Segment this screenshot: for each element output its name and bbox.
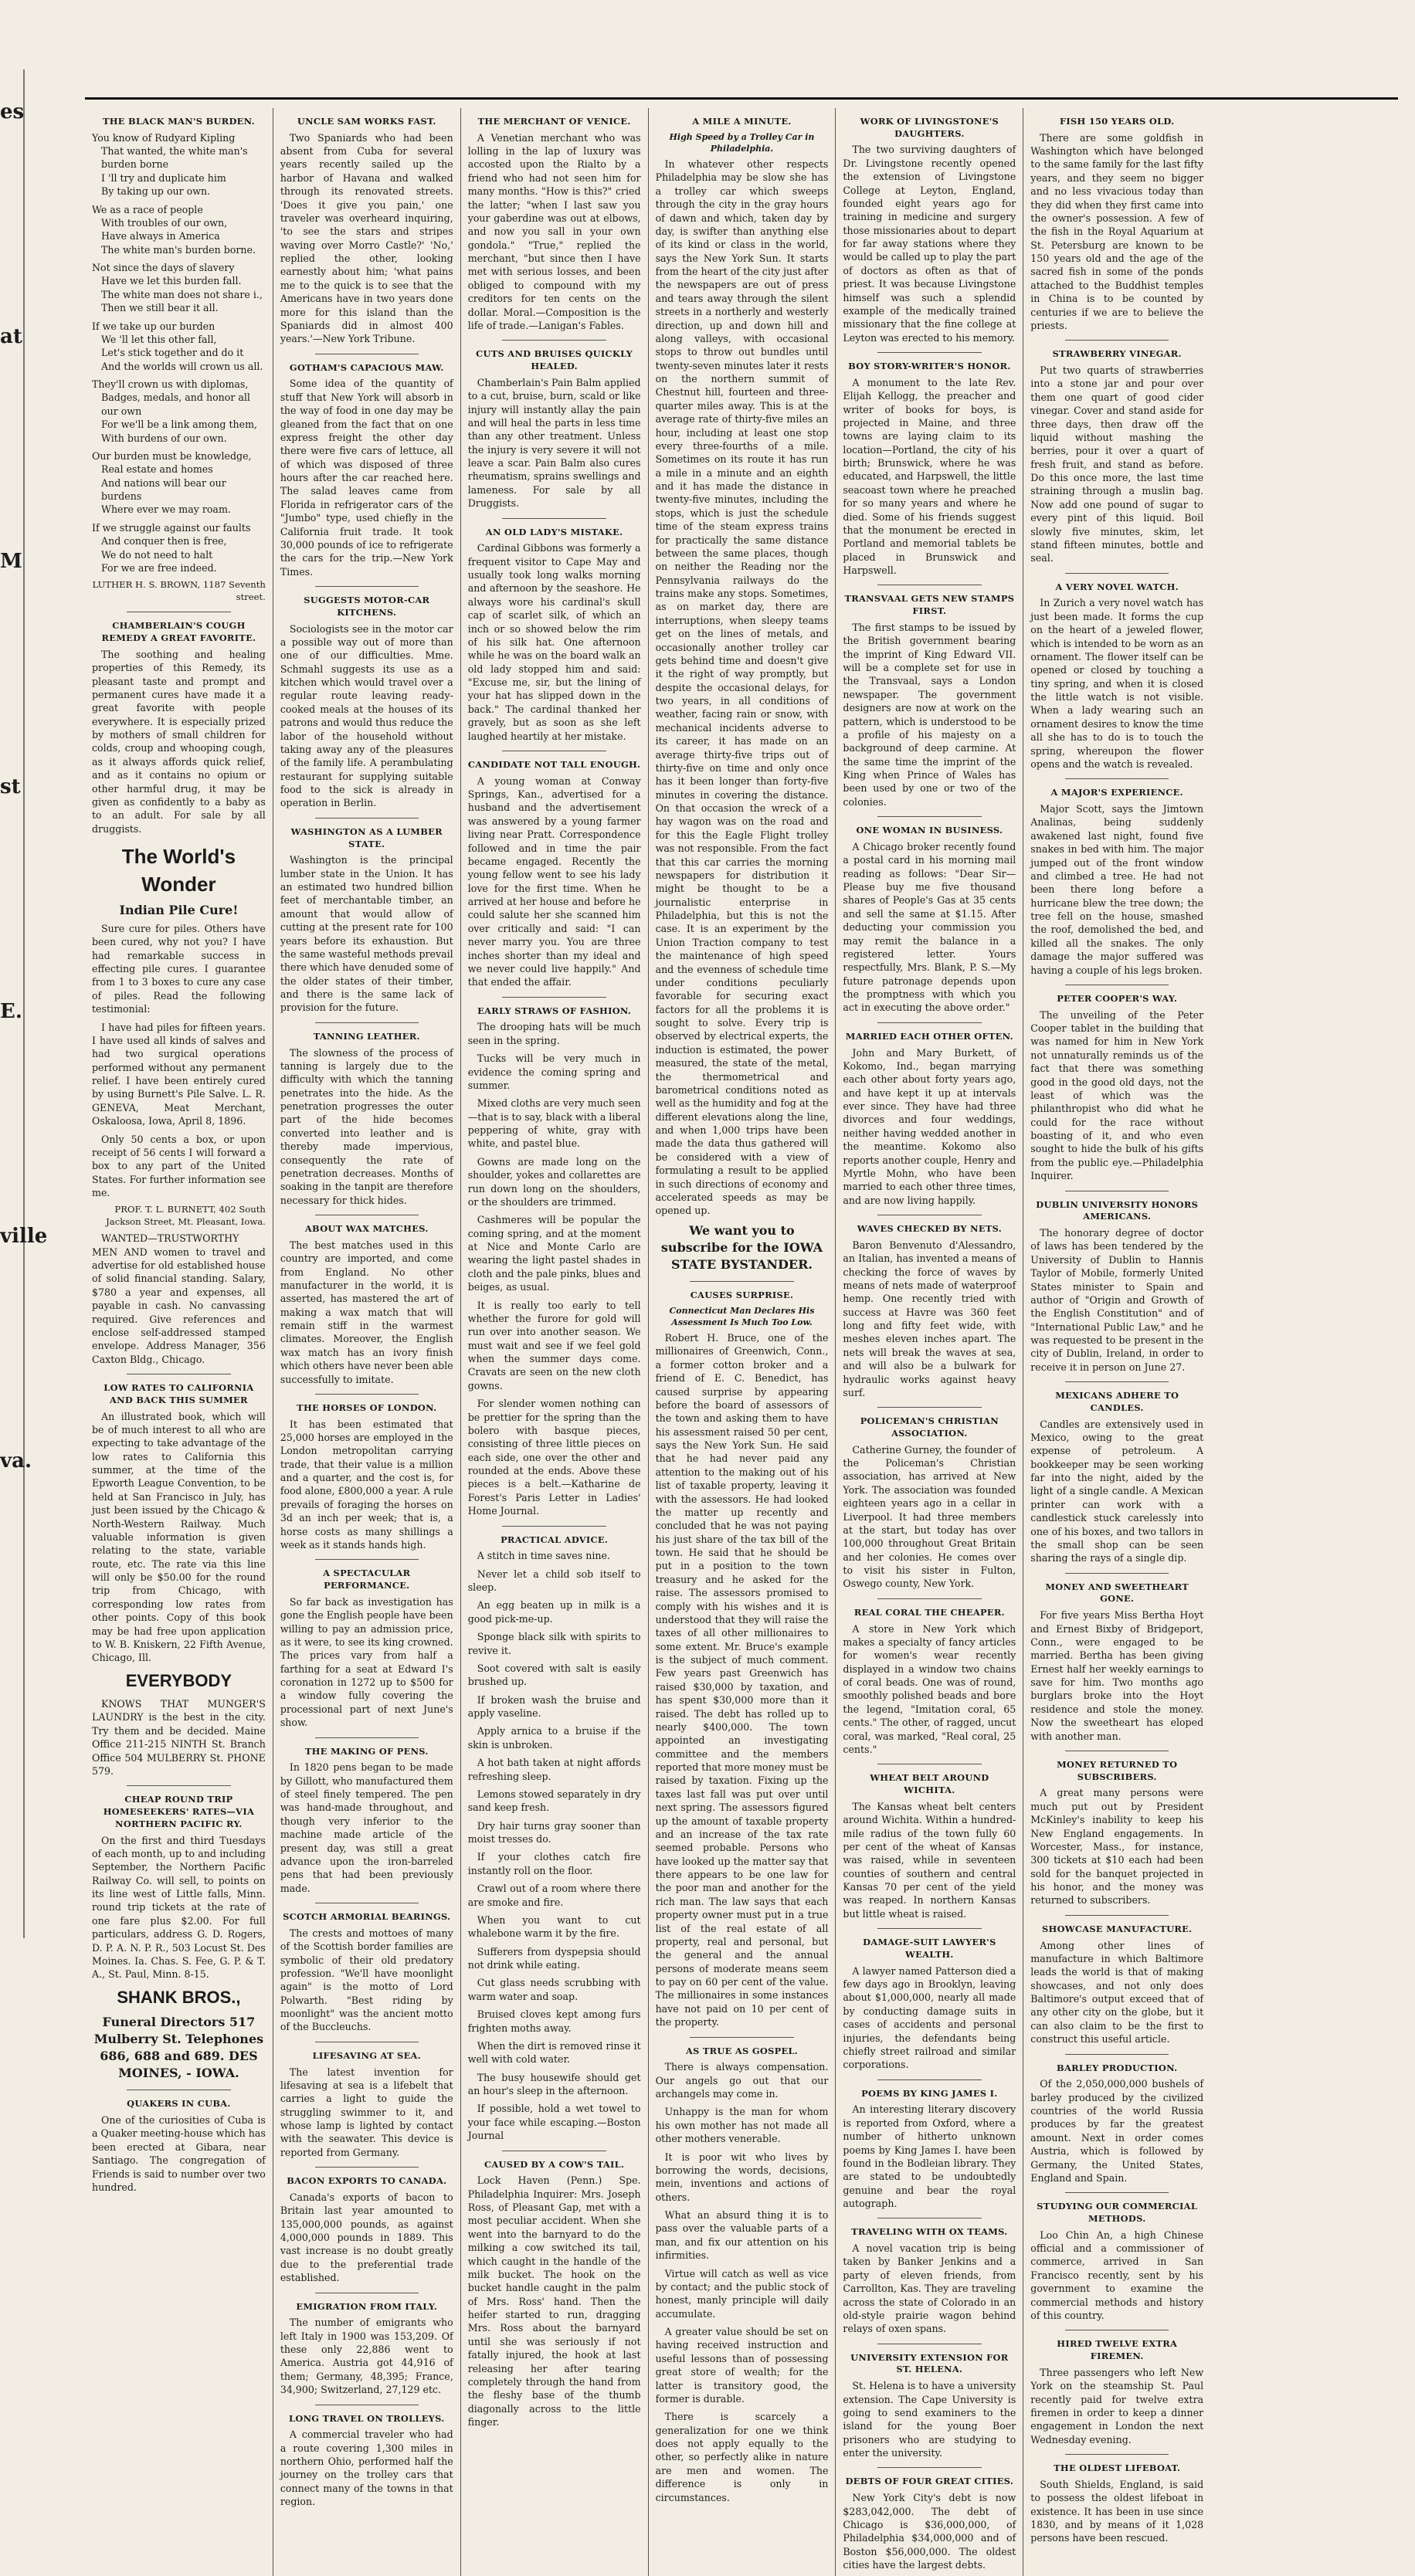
section-divider xyxy=(1065,573,1169,574)
article-paragraph: Of the 2,050,000,000 bushels of barley produced by the civilized countries of the world Russia produces by far the greatest amount. Next in order comes Austria, which is followed by Germany, the United States, England and Spain. xyxy=(1030,2078,1204,2184)
article-paragraph: Apply arnica to a bruise if the skin is unbroken. xyxy=(467,1725,641,1751)
article-paragraph: I have had piles for fifteen years. I have used all kinds of salves and had two surgical operations performed without any permanent relief. I have been entirely cured by using Burnett's Pile Salve. L. R. GENEVA, Meat Merchant, Oskaloosa, Iowa, April 8, 1896. xyxy=(92,1021,266,1127)
article-headline: LOW RATES TO CALIFORNIA AND BACK THIS SUMMER xyxy=(103,1382,254,1405)
article-paragraph: Robert H. Bruce, one of the millionaires of Greenwich, Conn., a former cotton broker and a friend of E. C. Benedict, has caused surprise by appearing before the board of assessors of the town and asking them to have his assessment raised 50 per cent, says the New York Sun. He said that he had never paid any attention to the making out of his list of taxable property, leaving it with the assessors. He had looked the matter up recently and concluded that he was not paying his just share of the tax bill of the town. He said that he should be put in a position to the town treasury and he asked for the raise. The assessors promised to comply with his wishes and it is understood that they will raise the taxes of all other millionaires to some extent. Mr. Bruce's example is the subject of much comment. Few years past Greenwich has raised $30,000 by taxation, and has spent $30,000 more than it raised. The debt has rolled up to nearly $400,000. The town appointed an investigating committee and the members reported that more money must be raised by taxation. Fixing up the taxes last fall was put over until next spring. The assessors figured up the amount of taxable property and an increase of the tax rate seemed probable. Persons who have looked up the matter say that there appears to be one law for the poor man and another for the rich man. The law says that each property owner must put in a true list of the real estate of all property, real and personal, but the general and the annual persons of moderate means seem to pay on 60 per cent of the value. The millionaires in some instances have not paid on 10 per cent of the property. xyxy=(655,1332,829,2029)
poem-line: Where ever we may roam. xyxy=(101,503,231,516)
poem-line: That wanted, the white man's burden borne xyxy=(101,145,248,171)
article-headline: SHOWCASE MANUFACTURE. xyxy=(1042,1923,1193,1934)
article-headline: EARLY STRAWS OF FASHION. xyxy=(477,1005,632,1016)
section-divider xyxy=(690,2037,793,2038)
advertisement-headline: The World's Wonder xyxy=(121,845,236,896)
section-divider xyxy=(877,1022,981,1023)
poem-line: With troubles of our own, xyxy=(101,216,228,229)
section-divider xyxy=(1065,778,1169,779)
section-divider xyxy=(1065,2054,1169,2055)
article-headline: MARRIED EACH OTHER OFTEN. xyxy=(845,1030,1013,1042)
poem-line: And nations will bear our burdens xyxy=(101,476,226,503)
article-paragraph: Three passengers who left New York on the steamship St. Paul recently paid for twelve extra firemen in order to keep a dinner engagement in London the next Wednesday evening. xyxy=(1030,2366,1204,2446)
section-divider xyxy=(877,1598,981,1599)
article-headline: DAMAGE-SUIT LAWYER'S WEALTH. xyxy=(863,1937,996,1960)
article-paragraph: St. Helena is to have a university extension. The Cape University is going to send examiners to the island for the young Boer prisoners who are studying to enter the university. xyxy=(843,2380,1016,2459)
article-headline: FISH 150 YEARS OLD. xyxy=(1059,116,1175,127)
article-paragraph: Only 50 cents a box, or upon receipt of 56 cents I will forward a box to any part of the United States. For further information see me. xyxy=(92,1133,266,1198)
section-divider xyxy=(502,518,606,519)
left-margin-fragment xyxy=(0,69,48,1938)
article-paragraph: It is really too early to tell whether the furore for gold will run over into another season. We must wait and see if we feel gold when the summer days come. Cravats are seen on the new cloth gowns. xyxy=(467,1299,641,1391)
article-headline: GOTHAM'S CAPACIOUS MAW. xyxy=(289,361,444,373)
poem xyxy=(92,131,266,575)
article-paragraph: Crawl out of a room where there are smoke and fire. xyxy=(467,1883,641,1908)
poem-line: If we take up our burden xyxy=(92,320,215,332)
column-col2 xyxy=(273,108,460,2576)
poem-line: And the worlds will crown us all. xyxy=(101,360,263,372)
article-paragraph: A lawyer named Patterson died a few days ago in Brooklyn, leaving about $1,000,000, nearly all made by conducting damage suits in cases of accidents and personal injuries, the defendants being chiefly street railroad and similar corporations. xyxy=(843,1964,1016,2071)
article-headline: A MAJOR'S EXPERIENCE. xyxy=(1050,787,1183,798)
article-paragraph: Lemons stowed separately in dry sand keep fresh. xyxy=(467,1788,641,1814)
article-paragraph: Catherine Gurney, the founder of the Policeman's Christian association, has arrived at New York. The association was founded eighteen years ago in a cellar in Liverpool. It had three members at the start, but today has over 100,000 throughout Great Britain and her colonies. He comes over to visit his sister in Fulton, Oswego county, New York. xyxy=(843,1443,1016,1590)
article-headline: WORK OF LIVINGSTONE'S DAUGHTERS. xyxy=(860,116,999,139)
poem-line: They'll crown us with diplomas, xyxy=(92,378,249,391)
section-divider xyxy=(1065,2454,1169,2455)
poem-line: With burdens of our own. xyxy=(101,432,227,444)
article-headline: AS TRUE AS GOSPEL. xyxy=(685,2045,799,2056)
poem-line: Not since the days of slavery xyxy=(92,262,235,274)
article-headline: PETER COOPER'S WAY. xyxy=(1057,992,1178,1004)
article-headline: TRANSVAAL GETS NEW STAMPS FIRST. xyxy=(844,593,1015,617)
article-paragraph: There are some goldfish in Washington which have belonged to the same family for the last fifty years, and they seem no bigger and no less vivacious today than they did when they first came into the owner's possession. A few of the fish in the Royal Aquarium at St. Petersburg are known to be 150 years old and the age of the sacred fish in some of the ponds attached to the Buddhist temples in China is to be counted by centuries if we are to believe the priests. xyxy=(1030,131,1204,331)
article-headline: STUDYING OUR COMMERCIAL METHODS. xyxy=(1037,2201,1198,2224)
article-paragraph: When you want to cut whalebone warm it by the fire. xyxy=(467,1913,641,1940)
margin-fragment: at xyxy=(0,325,22,349)
article-paragraph: Dry hair turns gray sooner than moist tresses do. xyxy=(467,1819,641,1846)
article-paragraph: A Venetian merchant who was lolling in the lap of luxury was accosted upon the Rialto by a friend who had not seen him for many months. "How is this?" cried the latter; "when I last saw you your gaberdine was out at elbows, and now you sall in your own gondola." "True," replied the merchant, "but since then I have met with serious losses, and been obliged to compound with my creditors for ten cents on the dollar. Moral.—Composition is the life of trade.—Lanigan's Fables. xyxy=(467,131,641,331)
poem-line: If we struggle against our faults xyxy=(92,521,251,534)
section-divider xyxy=(502,340,606,341)
article-paragraph: It is poor wit who lives by borrowing the words, decisions, mein, inventions and actions of others. xyxy=(655,2151,829,2203)
article-paragraph: It has been estimated that 25,000 horses are employed in the London metropolitan carrying trade, that their value is a million and a quarter, and the cost is, for food alone, £800,000 a year. A rule prevails of foraging the horses on 3d an inch per week; that is, a horse costs as many shillings a week as it stands hands high. xyxy=(280,1418,453,1551)
article-paragraph: For five years Miss Bertha Hoyt and Ernest Bixby of Bridgeport, Conn., were engaged to be married. Bertha has been giving Ernest half her weekly earnings to save for him. Two months ago burglars broke into the Hoyt residence and stole the money. Now the sweetheart has eloped with another man. xyxy=(1030,1609,1204,1742)
article-paragraph: The crests and mottoes of many of the Scottish border families are symbolic of their old predatory profession. "We'll have moonlight again" is the motto of Lord Polwarth. "Best riding by moonlight" was the ancient motto of the Buccleuchs. xyxy=(280,1927,453,2033)
article-headline: UNIVERSITY EXTENSION FOR ST. HELENA. xyxy=(850,2351,1009,2375)
section-divider xyxy=(1065,340,1169,341)
article-paragraph: The Kansas wheat belt centers around Wichita. Within a hundred-mile radius of the town fully 60 per cent of the wheat of Kansas was raised, while in seventeen counties of southern and central Kansas 70 per cent of the yield was reaped. In northern Kansas but little wheat is raised. xyxy=(843,1800,1016,1920)
article-headline: CHEAP ROUND TRIP HOMESEEKERS' RATES—VIA NORTHERN PACIFIC RY. xyxy=(103,1794,255,1829)
article-subheadline: High Speed by a Trolley Car in Philadelphia. xyxy=(669,131,815,154)
section-divider xyxy=(1065,1381,1169,1382)
article-paragraph: A young woman at Conway Springs, Kan., advertised for a husband and the advertisement was answered by a young farmer living near Pratt. Correspondence followed and in time the pair became engaged. Recently the young fellow went to see his lady love for the first time. When he arrived at her house and before he could salute her she scanned him over critically and said: "I can never marry you. You are three inches shorter than my ideal and we never could live happily." And that ended the affair. xyxy=(467,774,641,988)
section-divider xyxy=(315,2167,419,2168)
poem-line: The white man does not share i., xyxy=(101,288,263,300)
poem-line: Let's stick together and do it xyxy=(101,347,244,359)
article-headline: LONG TRAVEL ON TROLLEYS. xyxy=(289,2412,445,2424)
article-headline: THE OLDEST LIFEBOAT. xyxy=(1054,2462,1181,2474)
article-paragraph: Cardinal Gibbons was formerly a frequent visitor to Cape May and usually took long walks morning and afternoon by the seashore. He always wore his cardinal's skull cap of scarlet silk, of which an inch or so showed below the rim of his silk hat. One afternoon while he was on the board walk an old lady stopped him and said: "Excuse me, sir, but the lining of your hat has slipped down in the back." The cardinal thanked her gravely, but as soon as she left laughed heartily at her mistake. xyxy=(467,542,641,742)
article-paragraph: Soot covered with salt is easily brushed up. xyxy=(467,1662,641,1688)
article-headline: UNCLE SAM WORKS FAST. xyxy=(297,116,436,127)
article-paragraph: The unveiling of the Peter Cooper tablet in the building that was named for him in New York not unnaturally reminds us of the fact that there was something good in the good old days, not the least of which was the philanthropist who did what he could for the race without boasting of it, and who even sought to hide the bulk of his gifts from the public eye.—Philadelphia Inquirer. xyxy=(1030,1008,1204,1182)
article-paragraph: A hot bath taken at night affords refreshing sleep. xyxy=(467,1757,641,1782)
article-headline: THE MAKING OF PENS. xyxy=(304,1745,429,1757)
column-col4 xyxy=(648,108,836,2576)
article-paragraph: A greater value should be set on having received instruction and useful lessons than of possessing great store of wealth; for the latter is transitory good, the former is durable. xyxy=(655,2326,829,2405)
article-paragraph: In 1820 pens began to be made by Gillott, who manufactured them of steel finely tempered. The pen was hand-made throughout, and though very inferior to the machine made article of the present day, was still a great advance upon the iron-barreled pens that had been previously made. xyxy=(280,1761,453,1894)
article-paragraph: Washington is the principal lumber state in the Union. It has an estimated two hundred billion feet of merchantable timber, an amount that would allow of cutting at the present rate for 100 years before its exhaustion. But the same wasteful methods prevail there which have denuded some of the older states of their timber, and there is the same lack of provision for the future. xyxy=(280,854,453,1014)
article-headline: CUTS AND BRUISES QUICKLY HEALED. xyxy=(476,348,633,372)
article-paragraph: A novel vacation trip is being taken by Banker Jenkins and a party of eleven friends, from Carrollton, Kas. They are traveling across the state of Colorado in an old-style prairie wagon behind relays of oxen spans. xyxy=(843,2242,1016,2335)
article-headline: STRAWBERRY VINEGAR. xyxy=(1052,348,1182,360)
article-headline: CAUSED BY A COW'S TAIL. xyxy=(484,2158,625,2170)
advertisement-text: We want you to subscribe for the IOWA STATE BYSTANDER. xyxy=(660,1222,823,1272)
article-paragraph: Mixed cloths are very much seen—that is to say, black with a liberal peppering of white, gray with white, and pastel blue. xyxy=(467,1097,641,1150)
article-headline: SCOTCH ARMORIAL BEARINGS. xyxy=(283,1911,451,1923)
article-paragraph: New York City's debt is now $283,042,000. The debt of Chicago is $36,000,000, of Philadelphia $34,000,000 and of Boston $56,000,000. The oldest cities have the largest debts. xyxy=(843,2492,1016,2571)
article-paragraph: Among other lines of manufacture in which Baltimore leads the world is that of making showcases, and not only does Baltimore's output exceed that of any other city on the globe, but it can also claim to be the first to construct this useful article. xyxy=(1030,1939,1204,2046)
article-paragraph: A monument to the late Rev. Elijah Kellogg, the preacher and writer of books for boys, is projected in Maine, and three towns are laying claim to its location—Portland, the city of his birth; Brunswick, where he was educated, and Harpswell, the little seacoast town where he preached for so many years and where he died. Some of his friends suggest that the monument be erected in Portland and memorial tablets be placed in Brunswick and Harpswell. xyxy=(843,376,1016,577)
article-paragraph: For slender women nothing can be prettier for the spring than the bolero with basque pieces, consisting of three little pieces on each side, one over the other and rounded at the ends. Above these pieces is a belt.—Katharine de Forest's Paris Letter in Ladies' Home Journal. xyxy=(467,1398,641,1517)
signature-line: LUTHER H. S. BROWN, 1187 Seventh street. xyxy=(92,579,266,603)
article-paragraph: A store in New York which makes a specialty of fancy articles for women's wear recently displayed in a window two chains of coral beads. One was of round, smoothly polished beads and bore the legend, "Imitation coral, 65 cents." The other, of ragged, uncut coral, was marked, "Real coral, 25 cents." xyxy=(843,1622,1016,1755)
article-paragraph: Baron Benvenuto d'Alessandro, an Italian, has invented a means of checking the force of waves by means of nets made of waterproof hemp. One recently tried with success at Havre was 360 feet long and fifty feet wide, with meshes eleven inches apart. The nets will break the waves at sea, and will also be a bulwark for hydraulic works against heavy surf. xyxy=(843,1239,1016,1398)
article-headline: BACON EXPORTS TO CANADA. xyxy=(287,2175,447,2187)
section-divider xyxy=(877,1928,981,1929)
article-headline: MEXICANS ADHERE TO CANDLES. xyxy=(1055,1390,1179,1413)
poem-line: You know of Rudyard Kipling xyxy=(92,131,236,144)
article-headline: THE HORSES OF LONDON. xyxy=(297,1402,437,1413)
article-paragraph: If possible, hold a wet towel to your face while escaping.—Boston Journal xyxy=(467,2103,641,2142)
column-col3 xyxy=(460,108,648,2576)
article-paragraph: Some idea of the quantity of stuff that New York will absorb in the way of food in one day may be gleaned from the fact that on one express freight the other day there were five cars of lettuce, all of which was disposed of three hours after the car reached here. The salad leaves came from Florida in refrigerator cars of the "Jumbo" type, used chiefly in the California fruit trade. It took 30,000 pounds of ice to refrigerate the cars for the trip.—New York Times. xyxy=(280,378,453,578)
column-col5 xyxy=(835,108,1023,2576)
section-divider xyxy=(502,1526,606,1527)
margin-fragment: ville xyxy=(0,1224,48,1248)
poem-line: Our burden must be knowledge, xyxy=(92,449,252,462)
poem-line: The white man's burden borne. xyxy=(101,243,256,256)
article-paragraph: The best matches used in this country are imported, and come from England. No other manufacturer in the world, it is asserted, has mastered the art of making a wax match that will remain stiff in the warmest climates. Moreover, the English wax match has an ivory finish which others have never been able successfully to imitate. xyxy=(280,1239,453,1385)
poem-line: We do not need to halt xyxy=(101,548,213,561)
article-headline: POEMS BY KING JAMES I. xyxy=(861,2087,998,2099)
article-headline: CANDIDATE NOT TALL ENOUGH. xyxy=(467,758,641,770)
article-paragraph: The slowness of the process of tanning is largely due to the difficulty with which the tanning penetrates into the hide. As the penetration progresses the outer part of the hide becomes converted into leather and is thereby made impervious, consequently the rate of penetration decreases. Months of soaking in the tanpit are therefore necessary for thick hides. xyxy=(280,1046,453,1206)
article-headline: MONEY AND SWEETHEART GONE. xyxy=(1045,1581,1189,1605)
poem-line: Badges, medals, and honor all our own xyxy=(101,391,250,417)
section-divider xyxy=(1065,1573,1169,1574)
margin-fragment: va. xyxy=(0,1449,32,1473)
article-paragraph: Loo Chin An, a high Chinese official and a commissioner of commerce, arrived in San Francisco recently, sent by his government to examine the commercial methods and history of this country. xyxy=(1030,2229,1204,2321)
article-paragraph: Cashmeres will be popular the coming spring, and at the moment at Nice and Monte Carlo are wearing the light pastel shades in cloth and the pale pinks, blues and beiges, as usual. xyxy=(467,1214,641,1293)
margin-fragment: es xyxy=(0,100,25,124)
article-headline: CHAMBERLAIN'S COUGH REMEDY A GREAT FAVORITE. xyxy=(101,620,256,644)
article-paragraph: Put two quarts of strawberries into a stone jar and pour over them one quart of good cider vinegar. Cover and stand aside for three days, then draw off the liquid without mashing the berries, pour it over a quart of fresh fruit, and stand as before. Do this once more, the last time straining through a muslin bag. Now add one pound of sugar to every pint of this liquid. Boil slowly five minutes, skim, let stand fifteen minutes, bottle and seal. xyxy=(1030,364,1204,564)
article-paragraph: Cut glass needs scrubbing with warm water and soap. xyxy=(467,1977,641,2002)
article-headline: MONEY RETURNED TO SUBSCRIBERS. xyxy=(1057,1758,1178,1782)
article-paragraph: Tucks will be very much in evidence the coming spring and summer. xyxy=(467,1052,641,1091)
article-headline: DEBTS OF FOUR GREAT CITIES. xyxy=(845,2476,1014,2487)
section-divider xyxy=(315,1022,419,1023)
poem-line: Have we let this burden fall. xyxy=(101,275,242,287)
article-paragraph: Canada's exports of bacon to Britain last year amounted to 135,000,000 pounds, as against 4,000,000 pounds in 1889. This vast increase is no doubt greatly due to the preferential trade established. xyxy=(280,2191,453,2284)
poem-line: Real estate and homes xyxy=(101,463,213,476)
advertisement-text: Indian Pile Cure! xyxy=(119,902,239,917)
article-headline: THE MERCHANT OF VENICE. xyxy=(477,116,631,127)
article-headline: QUAKERS IN CUBA. xyxy=(127,2098,231,2110)
section-divider xyxy=(877,2467,981,2468)
article-headline: DUBLIN UNIVERSITY HONORS AMERICANS. xyxy=(1036,1198,1199,1222)
margin-fragment: E. xyxy=(0,999,22,1023)
article-paragraph: Sponge black silk with spirits to revive it. xyxy=(467,1631,641,1656)
article-paragraph: Lock Haven (Penn.) Spe. Philadelphia Inquirer: Mrs. Joseph Ross, of Pleasant Gap, met with a most peculiar accident. When she went into the barnyard to do the milking a cow switched its tail, which caught in the handle of the milk bucket. The hook on the bucket handle caught in the palm of Mrs. Ross' hand. Then the heifer started to run, dragging Mrs. Ross about the barnyard until she was seriously if not fatally injured, the hook at last releasing her after tearing completely through the hand from the fleshy base of the thumb diagonally across to the little finger. xyxy=(467,2174,641,2428)
article-paragraph: If your clothes catch fire instantly roll on the floor. xyxy=(467,1851,641,1876)
article-paragraph: There is always compensation. Our angels go out that our archangels may come in. xyxy=(655,2061,829,2100)
poem-line: Have always in America xyxy=(101,230,220,242)
article-paragraph: Two Spaniards who had been absent from Cuba for several years recently sailed up the harbor of Havana and walked through its renovated streets. 'Does it give you pain,' one traveler was overheard inquiring, 'to see the stars and stripes waving over Morro Castle?' 'No,' replied the other, looking earnestly about him; 'what pains me to the quick is to see that the Americans have in two years done more for this island than the Spaniards did in almost 400 years.'—New York Tribune. xyxy=(280,131,453,345)
article-paragraph: An egg beaten up in milk is a good pick-me-up. xyxy=(467,1599,641,1625)
article-headline: POLICEMAN'S CHRISTIAN ASSOCIATION. xyxy=(860,1415,999,1439)
article-headline: SUGGESTS MOTOR-CAR KITCHENS. xyxy=(304,595,430,618)
poem-line: I 'll try and duplicate him xyxy=(101,171,226,184)
section-divider xyxy=(315,1559,419,1560)
section-divider xyxy=(690,1281,793,1282)
section-divider xyxy=(315,1737,419,1738)
poem-line: By taking up our own. xyxy=(101,185,211,198)
article-headline: A VERY NOVEL WATCH. xyxy=(1055,581,1179,592)
article-subheadline: Connecticut Man Declares His Assessment Is Much Too Low. xyxy=(669,1305,815,1327)
article-paragraph: An illustrated book, which will be of much interest to all who are expecting to take advantage of the low rates to California this summer, at the time of the Epworth League Convention, to be held at San Francisco in July, has just been issued by the Chicago & North-Western Railway. Much valuable information is given relating to the state, variable route, etc. The rate via this line will only be $50.00 for the round trip from Chicago, with corresponding low rates from other points. Copy of this book may be had free upon application to W. B. Kniskern, 22 Fifth Avenue, Chicago, Ill. xyxy=(92,1410,266,1664)
article-paragraph: If broken wash the bruise and apply vaseline. xyxy=(467,1693,641,1720)
section-divider xyxy=(1065,1915,1169,1916)
article-headline: TANNING LEATHER. xyxy=(313,1030,420,1042)
poem-line: And conquer then is free, xyxy=(101,535,227,547)
article-headline: REAL CORAL THE CHEAPER. xyxy=(853,1606,1005,1618)
column-col6 xyxy=(1023,108,1210,2576)
article-paragraph: South Shields, England, is said to possess the oldest lifeboat in existence. It has been in use since 1830, and by means of it 1,028 persons have been rescued. xyxy=(1030,2478,1204,2544)
section-divider xyxy=(315,818,419,819)
article-headline: A MILE A MINUTE. xyxy=(692,116,792,127)
article-paragraph: John and Mary Burkett, of Kokomo, Ind., began marrying each other about forty years ago, and have kept it up at intervals ever since. They have had three divorces and four weddings, neither having wedded another in the meantime. Kokomo also reports another couple, Henry and Myrtle Mohn, who have been married to each other three times, and are now living happily. xyxy=(843,1046,1016,1206)
article-paragraph: When the dirt is removed rinse it well with cold water. xyxy=(467,2039,641,2066)
article-paragraph: The latest invention for lifesaving at sea is a lifebelt that carries a light to guide the struggling swimmer to it, and whose lamp is lighted by contact with the seawater. This device is reported from Germany. xyxy=(280,2066,453,2158)
advertisement-headline: SHANK BROS., xyxy=(117,1987,241,2007)
article-headline: THE BLACK MAN'S BURDEN. xyxy=(102,116,255,127)
article-paragraph: Major Scott, says the Jimtown Analinas, being suddenly awakened last night, found five snakes in bed with him. The major jumped out of the front window and climbed a tree. He had not been there long before a hurricane blew the tree down; the tree fell on the house, smashed the roof, demolished the bed, and killed all the snakes. The only damage the major suffered was having a couple of his legs broken. xyxy=(1030,803,1204,976)
article-paragraph: So far back as investigation has gone the English people have been willing to pay an admission price, as it were, to see its king crowned. The prices vary from half a farthing for a seat at Edward I's coronation in 1272 up to $500 for a window fully covering the processional part of next June's show. xyxy=(280,1595,453,1729)
article-headline: WHEAT BELT AROUND WICHITA. xyxy=(870,1772,989,1796)
poem-line: Then we still bear it all. xyxy=(101,302,219,314)
section-divider xyxy=(315,586,419,587)
article-paragraph: The busy housewife should get an hour's sleep in the afternoon. xyxy=(467,2071,641,2097)
section-divider xyxy=(877,1407,981,1408)
top-rule xyxy=(85,97,1398,100)
article-paragraph: On the first and third Tuesdays of each month, up to and including September, the Northern Pacific Railway Co. will sell, to points on its line west of Little falls, Minn. round trip tickets at the rate of one fare plus $2.00. For full particulars, address G. D. Rogers, D. P. A. N. P. R., 503 Locust St. Des Moines. Ia. Chas. S. Fee, G. P. & T. A., St. Paul, Minn. 8-15. xyxy=(92,1834,266,1981)
section-divider xyxy=(877,2079,981,2080)
signature-line: PROF. T. L. BURNETT, 402 South Jackson Street, Mt. Pleasant, Iowa. xyxy=(106,1204,266,1228)
article-headline: CAUSES SURPRISE. xyxy=(690,1289,794,1300)
article-paragraph: The two surviving daughters of Dr. Livingstone recently opened the extension of Livingstone College at Leyton, England, founded eight years ago for training in medicine and surgery those missionaries about to depart for far away stations where they would be called up to play the part of doctors as often as that of priest. It was because Livingstone himself was such a splendid example of the medically trained missionary that the fine college at Leyton was erected to his memory. xyxy=(843,144,1016,344)
article-headline: PRACTICAL ADVICE. xyxy=(501,1534,609,1545)
article-paragraph: Gowns are made long on the shoulder, yokes and collarettes are run down long on the shoulders, or the shoulders are trimmed. xyxy=(467,1155,641,1208)
article-headline: ONE WOMAN IN BUSINESS. xyxy=(856,825,1003,836)
article-headline: LIFESAVING AT SEA. xyxy=(312,2049,421,2061)
article-paragraph: Sure cure for piles. Others have been cured, why not you? I have had remarkable success in effecting pile cures. I guarantee from 1 to 3 boxes to cure any case of piles. Read the following testimonial: xyxy=(92,922,266,1015)
article-paragraph: A Chicago broker recently found a postal card in his morning mail reading as follows: "Dear Sir—Please buy me five thousand shares of People's Gas at 35 cents and sell the same at $1.15. After deducting your commission you may remit the balance in a registered letter. Yours respectfully, Mrs. Blank, P. S.—My future patronage depends upon the promptness with which you act in executing the above order." xyxy=(843,840,1016,1014)
article-headline: HIRED TWELVE EXTRA FIREMEN. xyxy=(1057,2338,1178,2362)
article-paragraph: In Zurich a very novel watch has just been made. It forms the cup on the heart of a jeweled flower, which is intended to be worn as an ornament. The flower itself can be opened or closed by touching a tiny spring, and when it is closed the little watch is not visible. When a lady wearing such an ornament desires to know the time all she has to do is to touch the spring, whereupon the flower opens and the watch is revealed. xyxy=(1030,597,1204,770)
advertisement-text: Funeral Directors 517 Mulberry St. Telephones 686, 688 and 689. DES MOINES, - IOWA. xyxy=(93,2014,264,2081)
article-headline: BOY STORY-WRITER'S HONOR. xyxy=(848,361,1011,372)
section-divider xyxy=(1065,2192,1169,2193)
article-headline: BARLEY PRODUCTION. xyxy=(1057,2062,1178,2073)
article-paragraph: Chamberlain's Pain Balm applied to a cut, bruise, burn, scald or like injury will instantly allay the pain and will heal the parts in less time than any other treatment. Unless the injury is very severe it will not leave a scar. Pain Balm also cures rheumatism, sprains swellings and lameness. For sale by all Druggists. xyxy=(467,376,641,510)
margin-fragment: M xyxy=(0,550,22,574)
article-headline: WASHINGTON AS A LUMBER STATE. xyxy=(290,825,443,849)
article-paragraph: Sociologists see in the motor car a possible way out of more than one of our difficulties. Mme. Schmahl suggests its use as a kitchen which would travel over a regular route leaving ready-cooked meals at the houses of its patrons and would thus reduce the labor of the household without taking away any of the pleasures of the family life. A perambulating restaurant for supplying suitable food to the sick is already in operation in Berlin. xyxy=(280,622,453,809)
article-headline: AN OLD LADY'S MISTAKE. xyxy=(485,526,623,537)
article-headline: ABOUT WAX MATCHES. xyxy=(304,1223,429,1235)
article-paragraph: A stitch in time saves nine. xyxy=(477,1550,610,1562)
article-paragraph: An interesting literary discovery is reported from Oxford, where a number of hitherto unknown poems by King James I. have been found in the Bodleian library. They are stated to be undoubtedly genuine and bear the royal autograph. xyxy=(843,2103,1016,2209)
section-divider xyxy=(877,352,981,353)
article-paragraph: One of the curiosities of Cuba is a Quaker meeting-house which has been erected at Gibara, near Santiago. The congregation of Friends is said to number over two hundred. xyxy=(92,2114,266,2193)
article-paragraph: Candles are extensively used in Mexico, owing to the great expense of petroleum. A bookkeeper may be seen working far into the night, aided by the light of a single candle. A Mexican printer can work with a candlestick stuck carelessly into one of his boxes, and two tallors in the small shop can be seen sharing the rays of a single dip. xyxy=(1030,1418,1204,1564)
poem-line: For we are free indeed. xyxy=(101,561,217,574)
article-paragraph: KNOWS THAT MUNGER'S LAUNDRY is the best in the city. Try them and be decided. Maine Office 211-215 NINTH St. Branch Office 504 MULBERRY St. PHONE 579. xyxy=(92,1698,266,1777)
article-headline: WAVES CHECKED BY NETS. xyxy=(857,1223,1002,1235)
article-paragraph: Virtue will catch as well as vice by contact; and the public stock of honest, manly principle will daily accumulate. xyxy=(655,2267,829,2320)
article-paragraph: The first stamps to be issued by the British government bearing the imprint of King Edward VII. will be a complete set for use in the Transvaal, says a London newspaper. The government designers are now at work on the pattern, which is understood to be a profile of his majesty on a background of deep carmine. At the same time the imprint of the King when Prince of Wales has been used by one or two of the colonies. xyxy=(843,621,1016,808)
article-paragraph: In whatever other respects Philadelphia may be slow she has a trolley car which sweeps through the city in the gray hours of dawn and which, taken day by day, is swifter than anything else of its kind or class in the world, says the New York Sun. It starts from the heart of the city just after the newspapers are out of press and tears away through the silent streets in a northerly and westerly direction, up and down hill and along valleys, with occasional stops to throw out bundles until twenty-seven minutes later it rests on the northern summit of Chestnut hill, fourteen and three-quarter miles away. This is at the average rate of thirty-five miles an hour, including at least one stop every three-fourths of a mile. Sometimes on its route it has run a mile in a minute and an eighth and it has made the distance in twenty-five minutes, including the stops, which is just the schedule time of the steam express trains for practically the same distance between the same places, though on neither the Reading nor the Pennsylvania railways do the trains make any stops. Sometimes, as on market day, there are interruptions, when sleepy teams get on the lines of metals, and occasionally another trolley car gets behind time and doesn't give it the right of way promptly, but despite the occasional delays, for two years, in all conditions of weather, facing rain or snow, with mechanical incidents adverse to its career, it has made on an average thirty-five trips out of thirty-five on time and only once has it been longer than forty-five minutes in covering the distance. On that occasion the wreck of a hay wagon was on the road and for this the Eagle Flight trolley was not responsible. From the fact that this car carries the morning newspapers for distribution it might be thought to be a journalistic enterprise in Philadelphia, but this is not the case. It is an experiment by the Union Traction company to test the maintenance of high speed and the evenness of schedule time under conditions peculiarly favorable for securing exact factors for all the problems it is sought to solve. Every trip is observed by electrical experts, the induction is estimated, the power measured, the state of the metal, the thermometrical and barometrical conditions noted as well as the humidity and fog at the different elevations along the line, and when 1,000 trips have been made the data thus gathered will be considered with a view of formulating a result to be applied in such directions of economy and accelerated speeds as may be opened up. xyxy=(655,158,829,1217)
article-headline: TRAVELING WITH OX TEAMS. xyxy=(851,2226,1008,2238)
section-divider xyxy=(315,1394,419,1395)
article-paragraph: A great many persons were much put out by President McKinley's inability to keep his New England engagements. In Worcester, Mass., for instance, 300 tickets at $10 each had been sold for the banquet projected in his honor, and the money was returned to subscribers. xyxy=(1030,1787,1204,1907)
article-paragraph: A commercial traveler who had a route covering 1,300 miles in northern Ohio, performed half the journey on the trolley cars that connect many of the towns in that region. xyxy=(280,2429,453,2508)
article-paragraph: What an absurd thing it is to pass over the valuable parts of a man, and fix our attention on his infirmities. xyxy=(655,2209,829,2262)
article-paragraph: Unhappy is the man for whom his own mother has not made all other mothers venerable. xyxy=(655,2106,829,2145)
article-paragraph: Never let a child sob itself to sleep. xyxy=(467,1568,641,1594)
advertisement-headline: EVERYBODY xyxy=(125,1670,232,1690)
column-grid xyxy=(85,108,1398,2571)
article-paragraph: Sufferers from dyspepsia should not drink while eating. xyxy=(467,1945,641,1971)
margin-fragment: st xyxy=(0,774,21,798)
column-col1 xyxy=(85,108,273,2576)
article-paragraph: There is scarcely a generalization for one we think does not apply equally to the other, so perfectly alike in nature are men and women. The difference is only in circumstances. xyxy=(655,2411,829,2503)
article-paragraph: The honorary degree of doctor of laws has been tendered by the University of Dublin to Hannis Taylor of Mobile, formerly United States minister to Spain and author of "Origin and Growth of the English Constitution" and of "International Public Law," and he was requested to be present in the city of Dublin, Ireland, in order to receive it in person on June 27. xyxy=(1030,1227,1204,1373)
article-paragraph: The soothing and healing properties of this Remedy, its pleasant taste and prompt and permanent cures have made it a great favorite with people everywhere. It is especially prized by mothers of small children for colds, croup and whooping cough, as it always affords quick relief, and as it contains no opium or other harmful drug, it may be given as confidently to a baby as to an adult. For sale by all druggists. xyxy=(92,648,266,835)
article-paragraph: Bruised cloves kept among furs frighten moths away. xyxy=(467,2008,641,2034)
article-headline: A SPECTACULAR PERFORMANCE. xyxy=(323,1568,411,1591)
article-paragraph: The number of emigrants who left Italy in 1900 was 153,209. Of these only 22,886 went to America. Austria got 44,916 of them; Germany, 48,395; France, 34,900; Switzerland, 27,129 etc. xyxy=(280,2317,453,2396)
poem-line: For we'll be a link among them, xyxy=(101,419,258,431)
article-paragraph: The drooping hats will be much seen in the spring. xyxy=(467,1021,641,1046)
article-headline: EMIGRATION FROM ITALY. xyxy=(296,2300,438,2312)
poem-line: We 'll let this other fall, xyxy=(101,333,217,345)
section-divider xyxy=(502,997,606,998)
section-divider xyxy=(877,816,981,817)
poem-line: We as a race of people xyxy=(92,203,203,215)
section-divider xyxy=(127,1785,231,1786)
article-paragraph: WANTED—TRUSTWORTHY MEN AND women to travel and advertise for old established house of solid financial standing. Salary, $780 a year and expenses, all payable in cash. No canvassing required. Give references and enclose self-addressed stamped envelope. Address Manager, 356 Caxton Bldg., Chicago. xyxy=(92,1232,266,1365)
